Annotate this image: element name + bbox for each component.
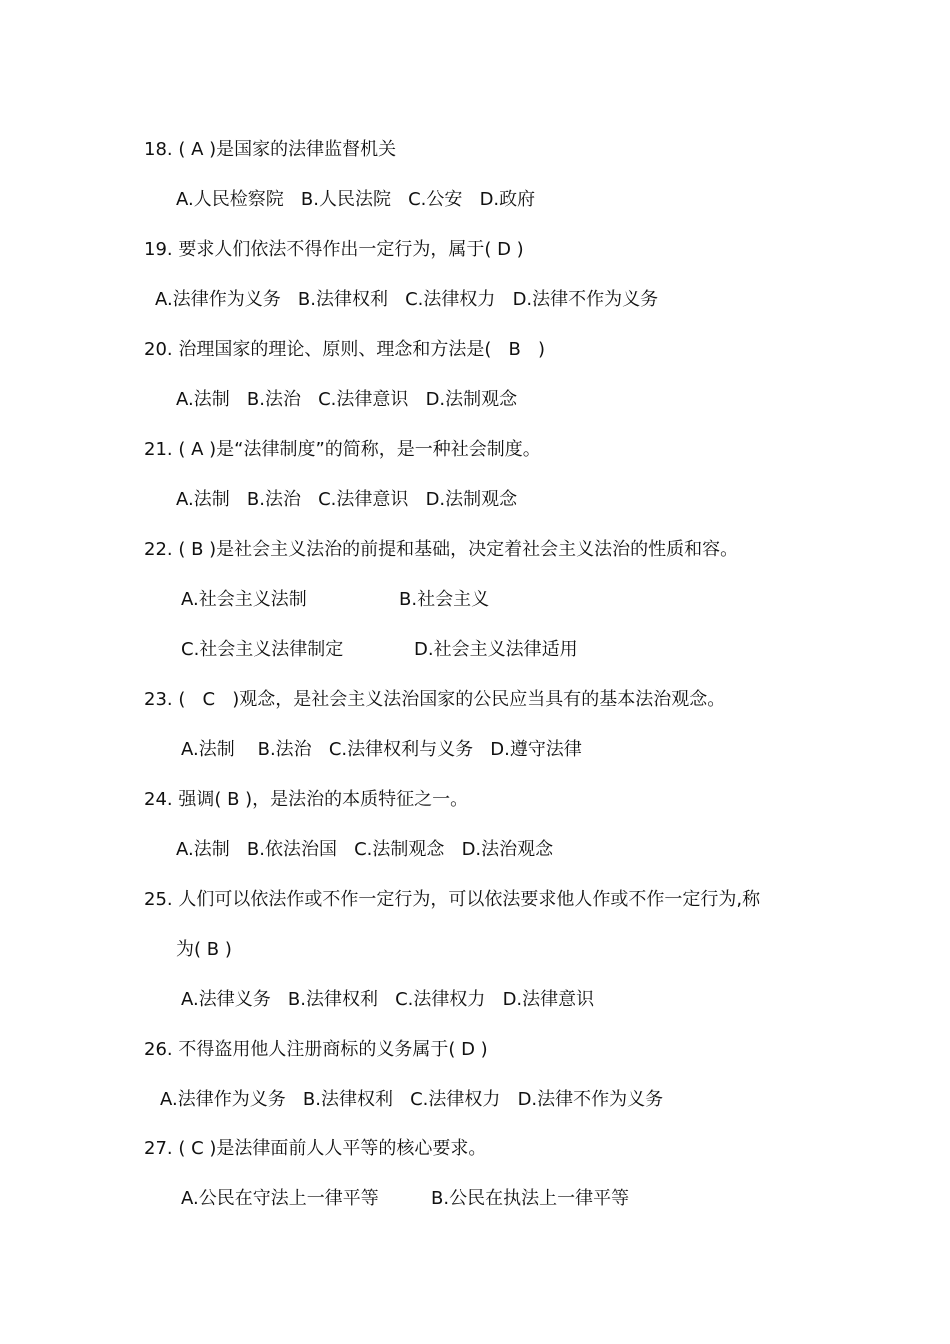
option-27-a: A.公民在守法上一律平等 (181, 1188, 379, 1209)
option-22-c: C.社会主义法律制定 (181, 639, 344, 660)
option-22-d: D.社会主义法律适用 (414, 639, 578, 660)
option-27-b: B.公民在执法上一律平等 (431, 1188, 630, 1209)
option-22-b: B.社会主义 (399, 589, 490, 610)
options-21: A.法制 B.法治 C.法律意识 D.法制观念 (176, 489, 518, 510)
question-19: 19. 要求人们依法不得作出一定行为，属于( D ) (144, 239, 524, 260)
question-20: 20. 治理国家的理论、原则、理念和方法是( B ) (144, 339, 546, 360)
question-26: 26. 不得盗用他人注册商标的义务属于( D ) (144, 1039, 488, 1060)
options-20: A.法制 B.法治 C.法律意识 D.法制观念 (176, 389, 518, 410)
question-21: 21. ( A )是“法律制度”的简称，是一种社会制度。 (144, 439, 541, 460)
question-24: 24. 强调( B )，是法治的本质特征之一。 (144, 789, 469, 810)
options-19: A.法律作为义务 B.法律权利 C.法律权力 D.法律不作为义务 (155, 289, 659, 310)
options-18: A.人民检察院 B.人民法院 C.公安 D.政府 (176, 189, 536, 210)
options-26: A.法律作为义务 B.法律权利 C.法律权力 D.法律不作为义务 (160, 1089, 664, 1110)
options-24: A.法制 B.依法治国 C.法制观念 D.法治观念 (176, 839, 554, 860)
question-27: 27. ( C )是法律面前人人平等的核心要求。 (144, 1138, 487, 1159)
question-25-continued: 为( B ) (176, 939, 232, 960)
options-23: A.法制 B.法治 C.法律权利与义务 D.遵守法律 (181, 739, 582, 760)
options-25: A.法律义务 B.法律权利 C.法律权力 D.法律意识 (181, 989, 595, 1010)
question-23: 23. ( C )观念，是社会主义法治国家的公民应当具有的基本法治观念。 (144, 689, 726, 710)
question-18: 18. ( A )是国家的法律监督机关 (144, 139, 397, 160)
option-22-a: A.社会主义法制 (181, 589, 307, 610)
question-22: 22. ( B )是社会主义法治的前提和基础，决定着社会主义法治的性质和容。 (144, 539, 739, 560)
question-25: 25. 人们可以依法作或不作一定行为，可以依法要求他人作或不作一定行为,称 (144, 889, 761, 910)
